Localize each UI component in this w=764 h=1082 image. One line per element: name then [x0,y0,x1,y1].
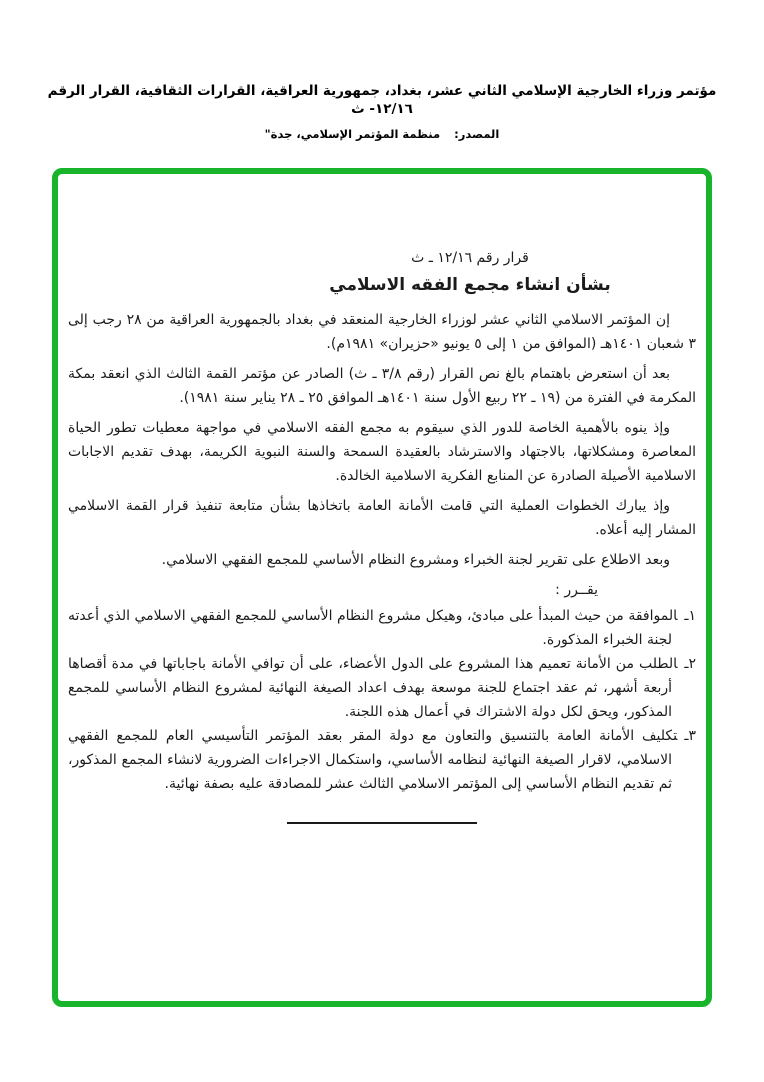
source-value: منظمة المؤتمر الإسلامي، جدة" [264,127,441,141]
list-item [68,604,696,652]
header-title: مؤتمر وزراء الخارجية الإسلامي الثاني عشر، بغداد، جمهورية العراقية، القرارات الثقافية، القرار الرقم ١٢/١٦- ث [47,83,717,117]
preamble-paragraph-3: وإذ ينوه بالأهمية الخاصة للدور الذي سيقوم به مجمع الفقه الاسلامي في مواجهة معطيات تطور الحياة المعاصرة ومشكلاتها، بالاجتهاد والاسترشاد بالعقيدة السمحة والسنة النبوية الكريمة، بهدف تقديم الاجابات الاسلامية الأصيلة الصادرة عن المنابع الفكرية الاسلامية الخالدة. [68,420,696,484]
preamble-paragraph-4: وإذ يبارك الخطوات العملية التي قامت الأمانة العامة باتخاذها بشأن متابعة تنفيذ قرار القمة الاسلامي المشار إليه أعلاه. [68,498,696,538]
resolution-subject-line: بشأن انشاء مجمع الفقه الاسلامي [329,275,611,295]
resolution-title [156,248,712,298]
list-item [68,724,696,796]
document-header [0,0,764,141]
preamble-paragraph-1: إن المؤتمر الاسلامي الثاني عشر لوزراء الخارجية المنعقد في بغداد بالجمهورية العراقية من ٢٨ رجب إلى ٣ شعبان ١٤٠١هـ (الموافق من ١ إلى ٥ يونيو «حزيران» ١٩٨١م). [68,312,696,352]
list-item-text: الطلب من الأمانة تعميم هذا المشروع على الدول الأعضاء، على أن توافي الأمانة باجاباتها في مدة أقصاها أربعة أشهر، ثم عقد اجتماع للجنة موسعة بهدف اعداد الصيغة النهائية لمشروع النظام الأساسي للمجمع المذكور، ويحق لكل دولة الاشتراك في أعمال هذه اللجنة. [68,656,678,720]
list-item-number: ١ـ [684,608,696,624]
preamble-paragraph-2: بعد أن استعرض باهتمام بالغ نص القرار (رقم ٣/٨ ـ ث) الصادر عن مؤتمر القمة الثالث الذي انعقد بمكة المكرمة في الفترة من (١٩ ـ ٢٢ ربيع الأول سنة ١٤٠١هـ الموافق ٢٥ ـ ٢٨ يناير سنة ١٩٨١). [68,366,696,406]
list-item-number: ٣ـ [684,728,696,744]
resolution-number-line: قرار رقم ١٢/١٦ ـ ث [411,250,529,266]
bottom-divider-rule [287,822,477,824]
list-item-text: تكليف الأمانة العامة بالتنسيق والتعاون مع دولة المقر بعقد المؤتمر التأسيسي العام للمجمع الفقهي الاسلامي، لاقرار الصيغة النهائية لنظامه الأساسي، واستكمال الاجراءات الضرورية لانشاء المجمع المذكور، ثم تقديم النظام الأساسي إلى المؤتمر الاسلامي الثالث عشر للمصادقة عليه بصفة نهائية. [68,728,678,792]
decision-label: يقــرر : [555,582,598,598]
list-item-number: ٢ـ [684,656,696,672]
list-item [68,652,696,724]
header-source-line [0,127,764,141]
resolution-border-box [52,168,712,1007]
list-item-text: الموافقة من حيث المبدأ على مبادئ، وهيكل مشروع النظام الأساسي للمجمع الفقهي الاسلامي الذي أعدته لجنة الخبراء المذكورة. [68,608,678,648]
source-label: المصدر: [454,127,500,141]
preamble-paragraph-5: وبعد الاطلاع على تقرير لجنة الخبراء ومشروع النظام الأساسي للمجمع الفقهي الاسلامي. [161,552,670,568]
